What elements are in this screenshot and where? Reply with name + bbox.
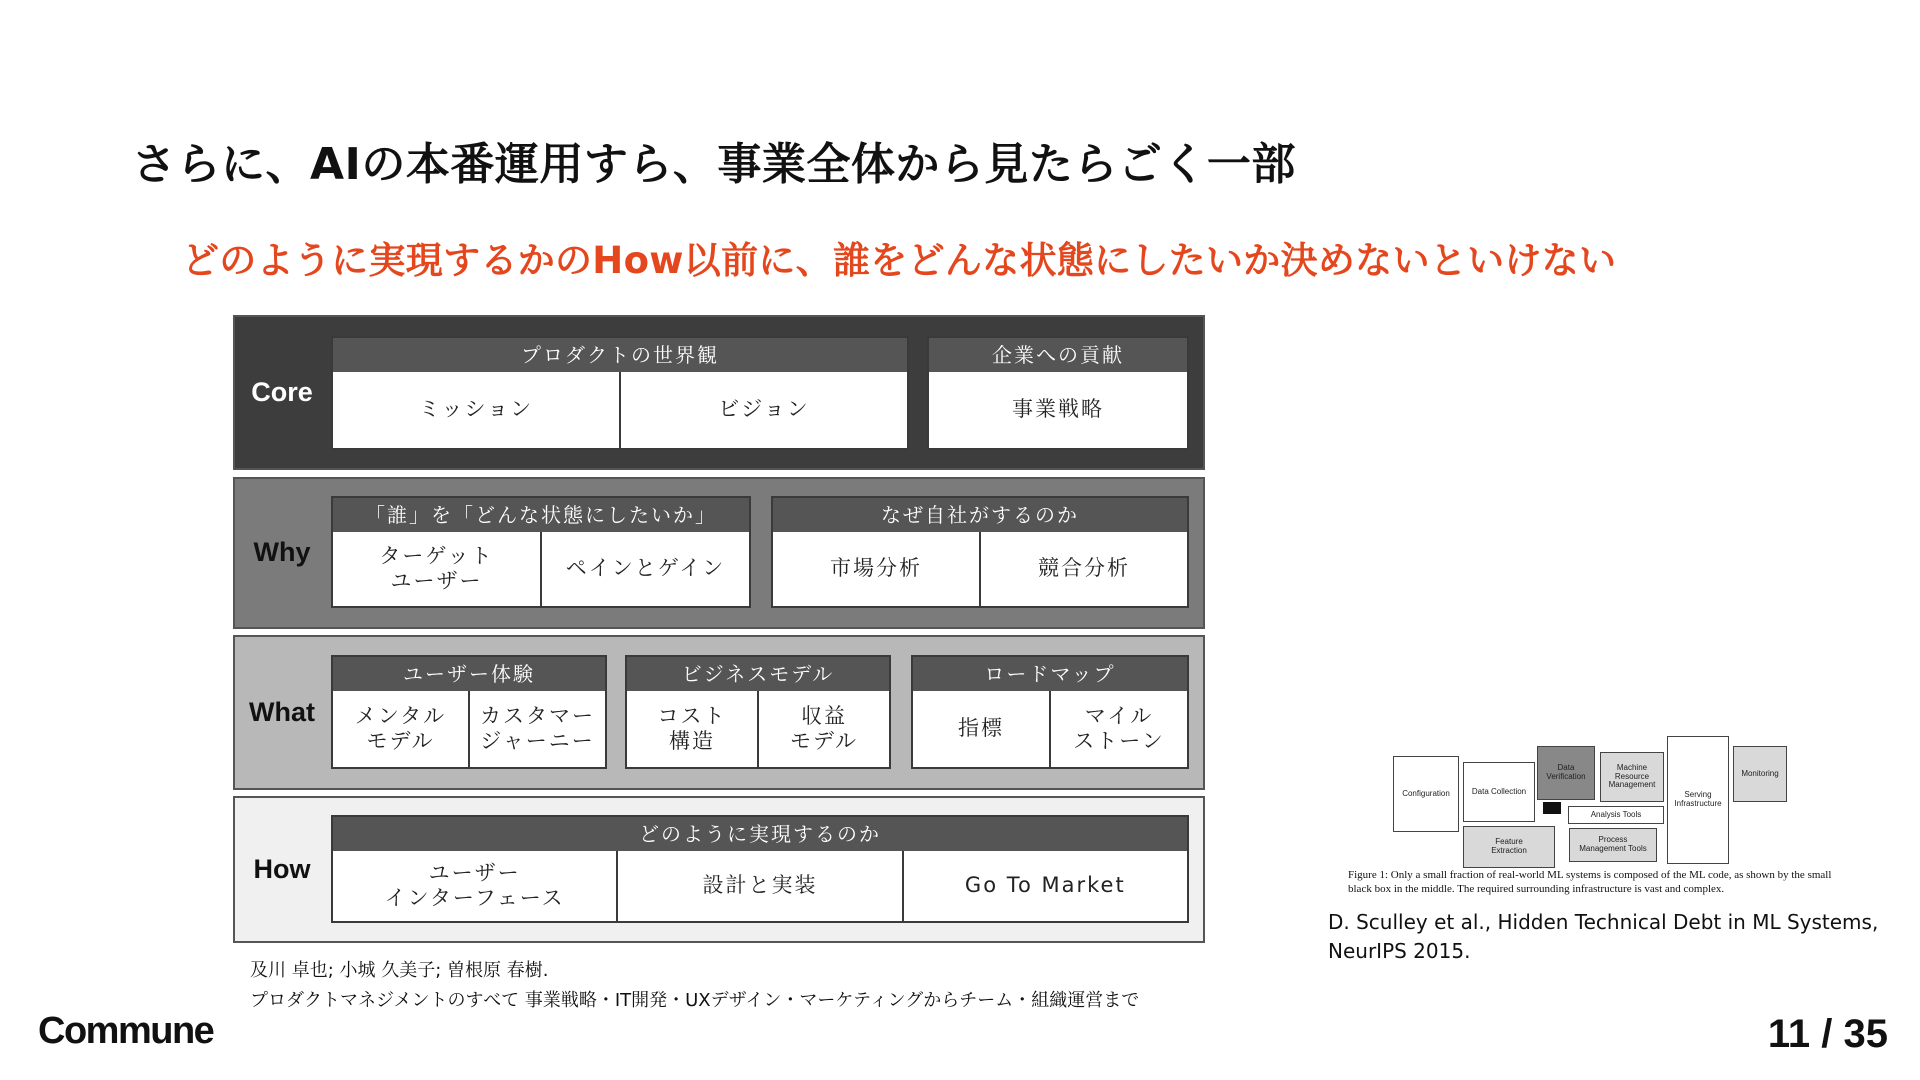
product-worldview-group	[331, 336, 909, 450]
cell-competitor-analysis: 競合分析	[979, 532, 1187, 606]
product-framework-diagram	[233, 315, 1205, 943]
how-to-realize-group	[331, 815, 1189, 923]
cell-pain-gain: ペインとゲイン	[540, 532, 749, 606]
cell-go-to-market: Go To Market	[902, 851, 1187, 921]
group-header: ユーザー体験	[333, 657, 605, 691]
book-citation	[250, 956, 1139, 1016]
slide-subtitle: どのように実現するかのHow以前に、誰をどんな状態にしたいか決めないといけない	[182, 239, 1617, 282]
page-separator: /	[1810, 1012, 1844, 1056]
machine-resource-box: Machine Resource Management	[1600, 752, 1664, 802]
group-header: ロードマップ	[913, 657, 1187, 691]
commune-logo: Commune	[38, 1010, 214, 1052]
group-header: 企業への貢献	[929, 338, 1187, 372]
cell-milestone: マイル ストーン	[1049, 691, 1187, 767]
serving-infrastructure-box: Serving Infrastructure	[1667, 736, 1729, 864]
business-model-group	[625, 655, 891, 769]
who-state-group	[331, 496, 751, 608]
group-header: なぜ自社がするのか	[773, 498, 1187, 532]
cell-user-interface: ユーザー インターフェース	[384, 860, 565, 910]
why-label: Why	[253, 537, 311, 567]
roadmap-group	[911, 655, 1189, 769]
what-label: What	[249, 697, 315, 727]
what-band	[233, 635, 1205, 790]
cell-market-analysis: 市場分析	[830, 556, 922, 581]
cell-cost-structure: コスト 構造	[657, 703, 727, 753]
cell-mental-model: メンタル モデル	[354, 703, 447, 753]
paper-citation-line1: D. Sculley et al., Hidden Technical Debt in ML Systems,	[1328, 910, 1879, 934]
core-band	[233, 315, 1205, 470]
feature-extraction-box: Feature Extraction	[1463, 826, 1555, 868]
how-band	[233, 796, 1205, 943]
paper-citation	[1328, 908, 1878, 966]
cell-vision: ビジョン	[619, 372, 907, 448]
paper-citation-line2: NeurIPS 2015.	[1328, 939, 1471, 963]
cell-revenue-model: 収益 モデル	[757, 691, 889, 767]
group-header: プロダクトの世界観	[333, 338, 907, 372]
cell-customer-journey: カスタマー ジャーニー	[468, 691, 605, 767]
page-total: 35	[1843, 1012, 1888, 1056]
analysis-tools-box: Analysis Tools	[1568, 806, 1664, 824]
cell-target-user: ターゲット ユーザー	[379, 543, 494, 593]
core-label: Core	[251, 377, 313, 407]
monitoring-box: Monitoring	[1733, 746, 1787, 802]
citation-book-title: プロダクトマネジメントのすべて 事業戦略・IT開発・UXデザイン・マーケティングからチーム・組織運営まで	[250, 990, 1140, 1011]
data-collection-box: Data Collection	[1463, 762, 1535, 822]
page-indicator	[1768, 1012, 1888, 1057]
page-current: 11	[1767, 1012, 1811, 1056]
why-us-group	[771, 496, 1189, 608]
company-contribution-group	[927, 336, 1189, 450]
data-verification-box: Data Verification	[1537, 746, 1595, 800]
cell-business-strategy: 事業戦略	[1012, 397, 1104, 422]
configuration-box: Configuration	[1393, 756, 1459, 832]
ml-code-box	[1543, 802, 1561, 814]
user-experience-group	[331, 655, 607, 769]
how-label: How	[253, 854, 311, 884]
cell-design-implementation: 設計と実装	[616, 851, 901, 921]
process-management-box: Process Management Tools	[1569, 828, 1657, 862]
cell-metrics: 指標	[958, 716, 1004, 741]
why-band	[233, 477, 1205, 629]
group-header: 「誰」を「どんな状態にしたいか」	[333, 498, 749, 532]
cell-mission: ミッション	[418, 397, 534, 422]
citation-authors: 及川 卓也; 小城 久美子; 曽根原 春樹.	[250, 960, 549, 981]
figure-caption: Figure 1: Only a small fraction of real-world ML systems is composed of the ML code, as shown by the small black box in the middle. The required surrounding infrastructure is vast and complex.	[1348, 869, 1832, 895]
slide-title: さらに、AIの本番運用すら、事業全体から見たらごく一部	[132, 139, 1296, 190]
group-header: ビジネスモデル	[627, 657, 889, 691]
group-header: どのように実現するのか	[333, 817, 1187, 851]
